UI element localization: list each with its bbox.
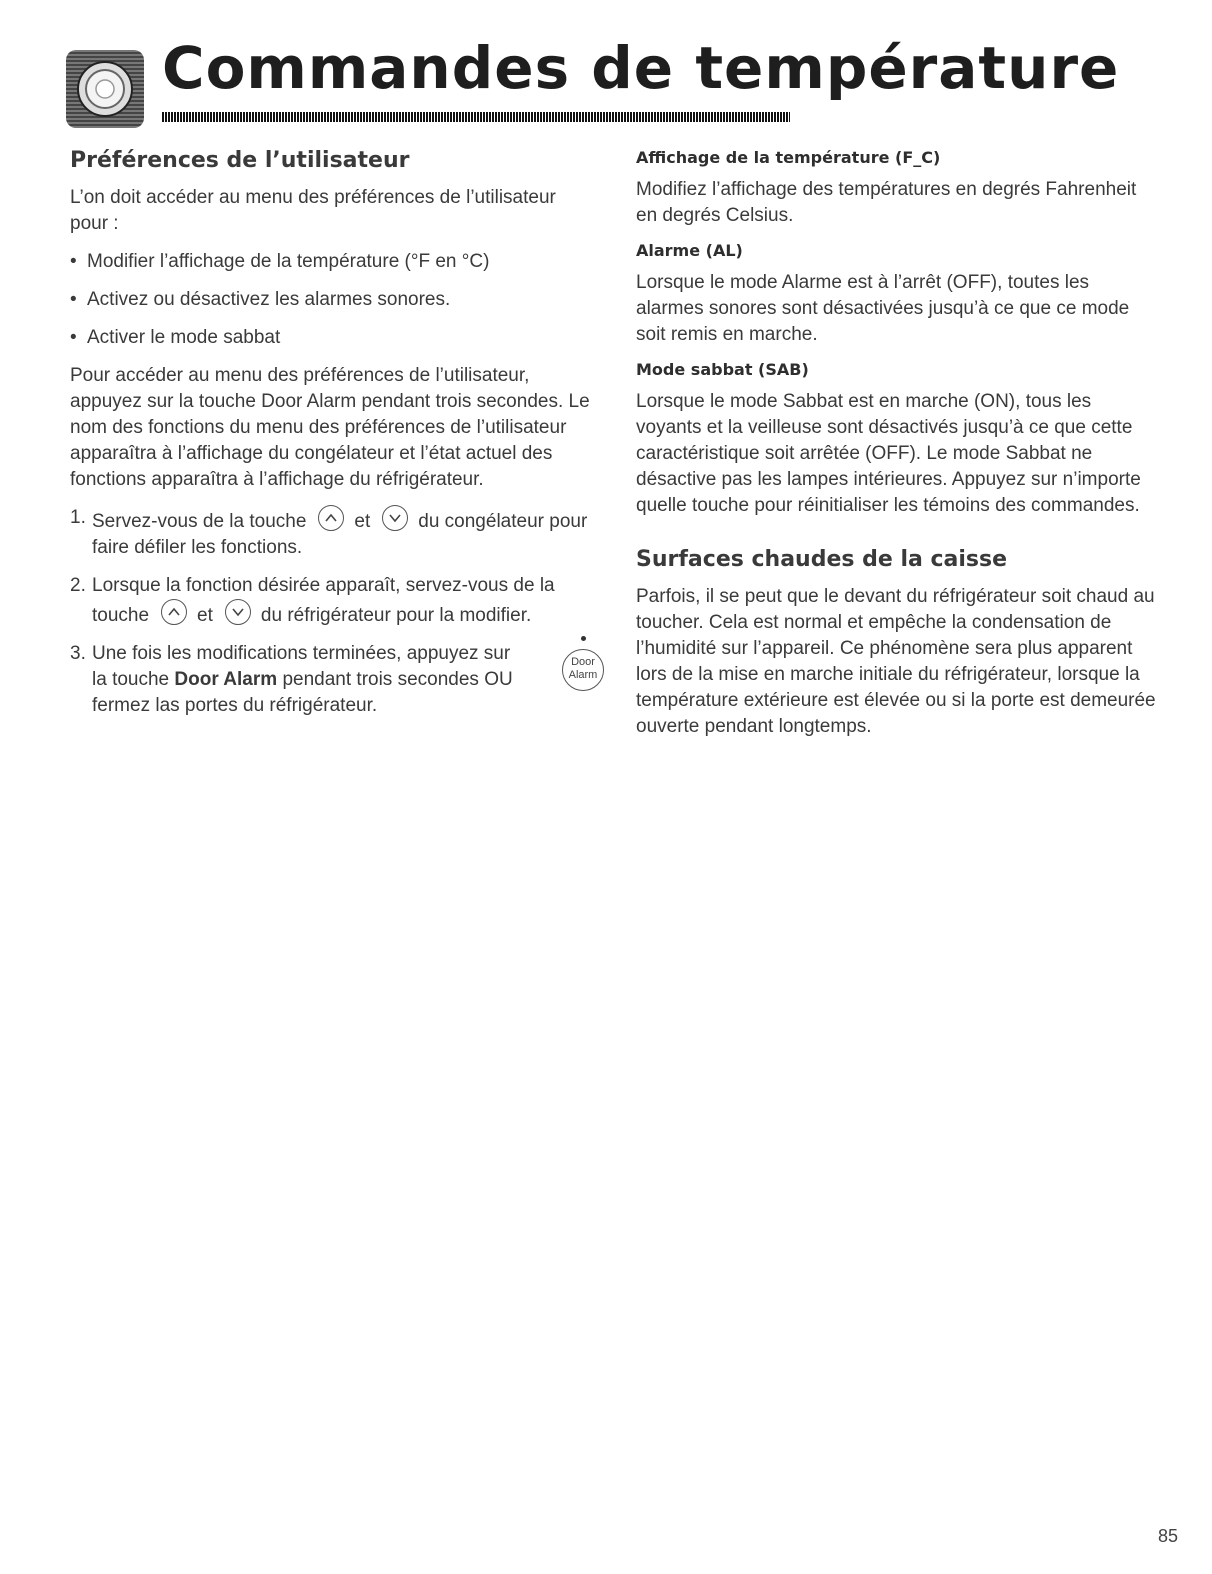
step-2: 2. Lorsque la fonction désirée apparaît, servez-vous de la touche et du réfrigérateur pour la modifier. [70, 575, 555, 626]
user-preferences-heading: Préférences de l’utilisateur [70, 148, 410, 173]
steps-list [70, 505, 598, 719]
sabbath-mode-heading: Mode sabbat (SAB) [636, 360, 809, 379]
alarm-text: Lorsque le mode Alarme est à l’arrêt (OFF), toutes les alarmes sonores sont désactivées jusqu’à ce que ce mode soit remis en marche. [636, 272, 1130, 345]
right-column [636, 148, 1156, 752]
list-item: • Activez ou désactivez les alarmes sonores. [70, 287, 590, 313]
hot-surfaces-text: Parfois, il se peut que le devant du réfrigérateur soit chaud au toucher. Cela est normal et empêche la condensation de l’humidité sur l’appareil. Ce phénomène sera plus apparent lors de la mise en marche initiale du réfrigérateur, lorsque la température extérieure est élevée ou si la porte est demeurée ouverte pendant longtemps. [636, 586, 1156, 737]
sabbath-mode-text: Lorsque le mode Sabbat est en marche (ON), tous les voyants et la veilleuse sont désactivés jusqu’à ce que cette caractéristique soit arrêtée (OFF). Le mode Sabbat ne désactive pas les lampes intérieures. Appuyez sur n’importe quelle touche pour réinitialiser les témoins des commandes. [636, 391, 1141, 516]
step-3: 3. Une fois les modifications terminées, appuyez sur la touche Door Alarm pendant trois secondes OU fermez las portes du réfrigérateur. Door Alarm [70, 641, 590, 719]
hot-surfaces-section [636, 547, 1156, 740]
temperature-display-heading: Affichage de la température (F_C) [636, 148, 941, 167]
page-title: Commandes de température [162, 34, 1120, 102]
access-instructions: Pour accéder au menu des préférences de l’utilisateur, appuyez sur la touche Door Alarm pendant trois secondes. Le nom des fonctions du menu des préférences de l’utilisateur apparaîtra à l’affichage du congélateur et l’état actuel des fonctions apparaîtra à l’affichage du réfrigérateur. [70, 365, 590, 490]
hot-surfaces-heading: Surfaces chaudes de la caisse [636, 547, 1008, 572]
up-arrow-key-icon [161, 599, 187, 625]
down-arrow-key-icon [225, 599, 251, 625]
alarm-heading: Alarme (AL) [636, 241, 743, 260]
intro-text: L’on doit accéder au menu des préférences de l’utilisateur pour : [70, 187, 556, 234]
bullet-marker: • [70, 289, 77, 310]
door-alarm-label: Door Alarm [174, 669, 278, 690]
preferences-list [70, 249, 590, 351]
list-item: • Modifier l’affichage de la température (°F en °C) [70, 249, 590, 275]
bullet-marker: • [70, 251, 77, 272]
temperature-display-text: Modifiez l’affichage des températures en degrés Fahrenheit en degrés Celsius. [636, 179, 1137, 226]
page-header [66, 34, 1120, 130]
door-alarm-button-icon: Door Alarm [562, 649, 604, 691]
down-arrow-key-icon [382, 505, 408, 531]
up-arrow-key-icon [318, 505, 344, 531]
bullet-marker: • [70, 327, 77, 348]
left-column [70, 148, 598, 731]
dial-icon [66, 50, 144, 128]
title-rule [162, 112, 790, 122]
step-1: 1. Servez-vous de la touche et du congélateur pour faire défiler les fonctions. [70, 507, 588, 558]
list-item: • Activer le mode sabbat [70, 325, 590, 351]
page-number: 85 [1157, 1526, 1178, 1546]
